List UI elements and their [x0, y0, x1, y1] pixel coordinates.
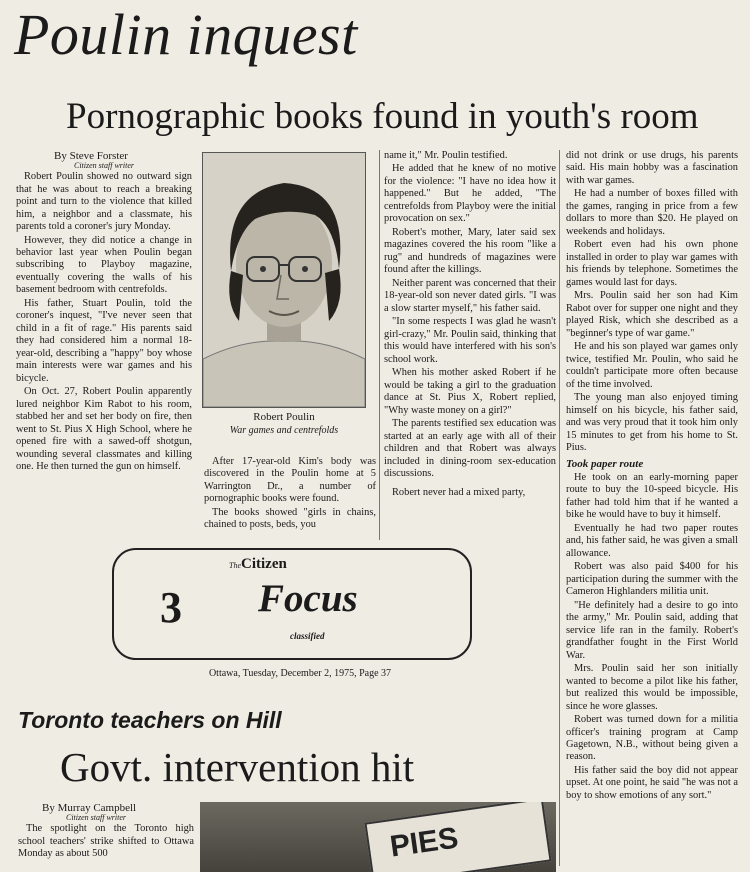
- section-number: 3: [160, 583, 182, 632]
- paragraph: did not drink or use drugs, his parents said. His main hobby was a fascination with war games.: [566, 150, 738, 186]
- main-headline: Pornographic books found in youth's room: [66, 96, 699, 137]
- paragraph: On Oct. 27, Robert Poulin apparently lured neighbor Kim Rabot to his room, stabbed her and set her body on fire, then went to St. Pius X High School, where he opened fire with a sawed-off shotgun, wounding several classmates and killing one. He then turned the gun on himself.: [16, 386, 192, 473]
- paragraph: Robert Poulin showed no outward sign that he was about to reach a breaking point and turn to the violence that killed him, a neighbor and a classmate, his parents told a coroner's jury Monday.: [16, 171, 192, 233]
- paragraph: He and his son played war games only twice, testified Mr. Poulin, who said he couldn't participate more often because of the time involved.: [566, 341, 738, 390]
- portrait-photo: [202, 152, 366, 408]
- paragraph: Robert was also paid $400 for his participation during the summer with the Cameron Highlanders militia unit.: [566, 561, 738, 598]
- paragraph: The books showed "girls in chains, chained to posts, beds, you: [204, 506, 376, 531]
- photo-caption-subtitle: War games and centrefolds: [229, 425, 339, 436]
- article-column-2: [204, 456, 376, 533]
- paragraph: Eventually he had two paper routes and, his father said, he was given a small allowance.: [566, 522, 738, 559]
- paragraph: Robert was turned down for a militia officer's training program at Camp Gagetown, N.B., without being given a reason.: [566, 714, 738, 763]
- second-kicker: Toronto teachers on Hill: [18, 707, 282, 733]
- brand-prefix: The: [229, 561, 241, 570]
- newspaper-brand: [229, 556, 287, 573]
- section-subtitle: classified: [290, 631, 325, 641]
- photo-caption-name: Robert Poulin: [253, 411, 315, 423]
- article-column-3: [384, 150, 556, 500]
- second-article-text: [18, 802, 194, 862]
- paragraph: "In some respects I was glad he wasn't girl-crazy," Mr. Poulin said, thinking that this would have interfered with his son's school work.: [384, 316, 556, 365]
- paragraph: The parents testified sex education was started at an early age with all of their children and that Robert was always included in dining-room sex-education discussions.: [384, 418, 556, 480]
- paragraph: His father, Stuart Poulin, told the coroner's inquest, "I've never seen that child in a fit of rage." His parents said they had considered him a normal 18-year-old, describing a "happy" boy whose main interests were war games and his bicycle.: [16, 297, 192, 384]
- section-name: Focus: [258, 577, 358, 620]
- second-byline-credit: Citizen staff writer: [66, 813, 127, 823]
- protest-photo: [200, 802, 556, 872]
- subhead: Took paper route: [566, 457, 644, 470]
- paragraph: "He definitely had a desire to go into the army," Mr. Poulin said, adding that service life ran in the family. Robert's grandfather fought in the First World War.: [566, 599, 738, 661]
- article-column-1: [16, 150, 192, 475]
- paragraph: The young man also enjoyed timing himself on his bicycle, his father said, and was very proud that it took him only 15 minutes to get from his home to St. Pius.: [566, 392, 738, 454]
- article-column-4: [566, 150, 738, 803]
- paragraph: Robert never had a mixed party,: [392, 486, 526, 498]
- paragraph: Mrs. Poulin said her son had Kim Rabot over for supper one night and they played Risk, which she described as a "beginner's type of war game.": [566, 290, 738, 339]
- kicker-headline: Poulin inquest: [14, 2, 358, 67]
- second-headline: Govt. intervention hit: [60, 744, 415, 790]
- paragraph: The spotlight on the Toronto high school teachers' strike shifted to Ottawa Monday as about 500: [18, 823, 194, 860]
- paragraph: When his mother asked Robert if he would be taking a girl to the graduation dance at St. Pius X, Robert replied, "Why waste money on a girl?": [384, 367, 556, 416]
- paragraph: Robert's mother, Mary, later said sex magazines covered the his room "like a rug" and hundreds of magazines were found after the killings.: [384, 226, 556, 276]
- paragraph: Mrs. Poulin said her son initially wanted to become a pilot like his father, but realized this would be impossible, since he wore glasses.: [566, 663, 738, 712]
- dateline: Ottawa, Tuesday, December 2, 1975, Page 37: [208, 668, 392, 679]
- paragraph: He took on an early-morning paper route to buy the 10-speed bicycle. His father had told him that if he wanted a bike he would have to buy it himself.: [566, 471, 738, 521]
- paragraph: He had a number of boxes filled with the games, ranging in price from a few dollars to more than $20. He played on weekends and holidays.: [566, 188, 738, 237]
- paragraph: Robert even had his own phone installed in order to play war games with his friends by telephone. Sometimes the games would last for days.: [566, 239, 738, 288]
- column-divider: [559, 150, 560, 866]
- protest-sign-text: PIES: [387, 821, 461, 864]
- byline: By Steve Forster: [54, 150, 128, 162]
- column-divider: [379, 150, 380, 540]
- byline-credit: Citizen staff writer: [74, 161, 135, 171]
- paragraph: His father said the boy did not appear upset. At one point, he said "he was not a boy to show emotions of any sort.": [566, 764, 738, 801]
- paragraph: However, they did notice a change in behavior last year when Poulin began subscribing to Playboy magazine, eventually covering the walls of his basement bedroom with centrefolds.: [16, 234, 192, 296]
- second-byline: By Murray Campbell: [42, 802, 137, 814]
- paragraph: After 17-year-old Kim's body was discovered in the Poulin home at 5 Warrington Dr., a number of pornographic books were found.: [204, 456, 376, 505]
- paragraph: name it," Mr. Poulin testified.: [384, 150, 508, 161]
- paragraph: Neither parent was concerned that their 18-year-old son never dated girls. "I was a slow starter myself," his father said.: [384, 277, 556, 314]
- paragraph: He added that he knew of no motive for the violence: "I have no idea how it happened." But he added, "The centrefolds from Playboy were the initial provocation on sex.": [384, 163, 556, 225]
- brand-name: Citizen: [241, 556, 287, 572]
- portrait-illustration: [203, 153, 365, 407]
